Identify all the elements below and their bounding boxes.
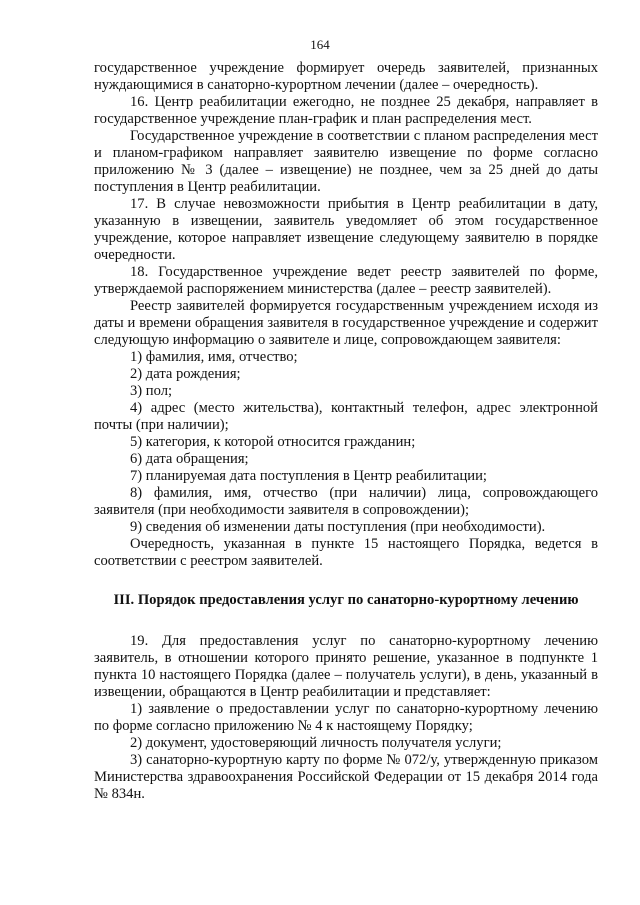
paragraph: Реестр заявителей формируется государственным учреждением исходя из даты и времени обращения заявителя в государственное учреждение и содержит следующую информацию о заявителе и лице, сопровождающем заявителя: <box>94 298 598 348</box>
paragraph: 19. Для предоставления услуг по санаторно-курортному лечению заявитель, в отношении которого принято решение, указанное в подпункте 1 пункта 10 настоящего Порядка (далее – получатель услуги), в день, указанный в извещении, обращаются в Центр реабилитации и представляет: <box>94 633 598 700</box>
paragraph: Государственное учреждение в соответствии с планом распределения мест и планом-графиком направляет заявителю извещение по форме согласно приложению № 3 (далее – извещение) не позднее, чем за 25 дней до даты поступления в Центр реабилитации. <box>94 128 598 195</box>
paragraph: 2) документ, удостоверяющий личность получателя услуги; <box>130 735 502 751</box>
paragraph: 1) заявление о предоставлении услуг по санаторно-курортному лечению по форме согласно приложению № 4 к настоящему Порядку; <box>94 701 598 734</box>
paragraph: 17. В случае невозможности прибытия в Центр реабилитации в дату, указанную в извещении, заявитель уведомляет об этом государственное учреждение, которое направляет извещение следующему заявителю в порядке очередности. <box>94 196 598 263</box>
section-before <box>94 60 598 570</box>
paragraph: 4) адрес (место жительства), контактный телефон, адрес электронной почты (при наличии); <box>94 400 598 433</box>
section-heading: III. Порядок предоставления услуг по санаторно-курортному лечению <box>113 592 579 608</box>
paragraph: 2) дата рождения; <box>130 366 241 382</box>
paragraph: 6) дата обращения; <box>130 451 249 467</box>
section-after <box>94 633 598 803</box>
page-number: 164 <box>310 37 330 52</box>
document-body <box>94 60 598 803</box>
paragraph: 3) пол; <box>130 383 173 399</box>
paragraph: 9) сведения об изменении даты поступления (при необходимости). <box>130 519 546 535</box>
paragraph: 18. Государственное учреждение ведет реестр заявителей по форме, утверждаемой распоряжением министерства (далее – реестр заявителей). <box>94 264 598 297</box>
paragraph: государственное учреждение формирует очередь заявителей, признанных нуждающимися в санаторно-курортном лечении (далее – очередность). <box>94 60 598 93</box>
paragraph: 16. Центр реабилитации ежегодно, не позднее 25 декабря, направляет в государственное учреждение план-график и план распределения мест. <box>94 94 598 127</box>
paragraph: 3) санаторно-курортную карту по форме № 072/у, утвержденную приказом Министерства здравоохранения Российской Федерации от 15 декабря 2014 года № 834н. <box>94 752 598 802</box>
paragraph: 7) планируемая дата поступления в Центр реабилитации; <box>130 468 487 484</box>
paragraph: Очередность, указанная в пункте 15 настоящего Порядка, ведется в соответствии с реестром заявителей. <box>94 536 598 569</box>
paragraph: 1) фамилия, имя, отчество; <box>130 349 298 365</box>
paragraph: 8) фамилия, имя, отчество (при наличии) лица, сопровождающего заявителя (при необходимости заявителя в сопровождении); <box>94 485 598 518</box>
paragraph: 5) категория, к которой относится гражданин; <box>130 434 416 450</box>
